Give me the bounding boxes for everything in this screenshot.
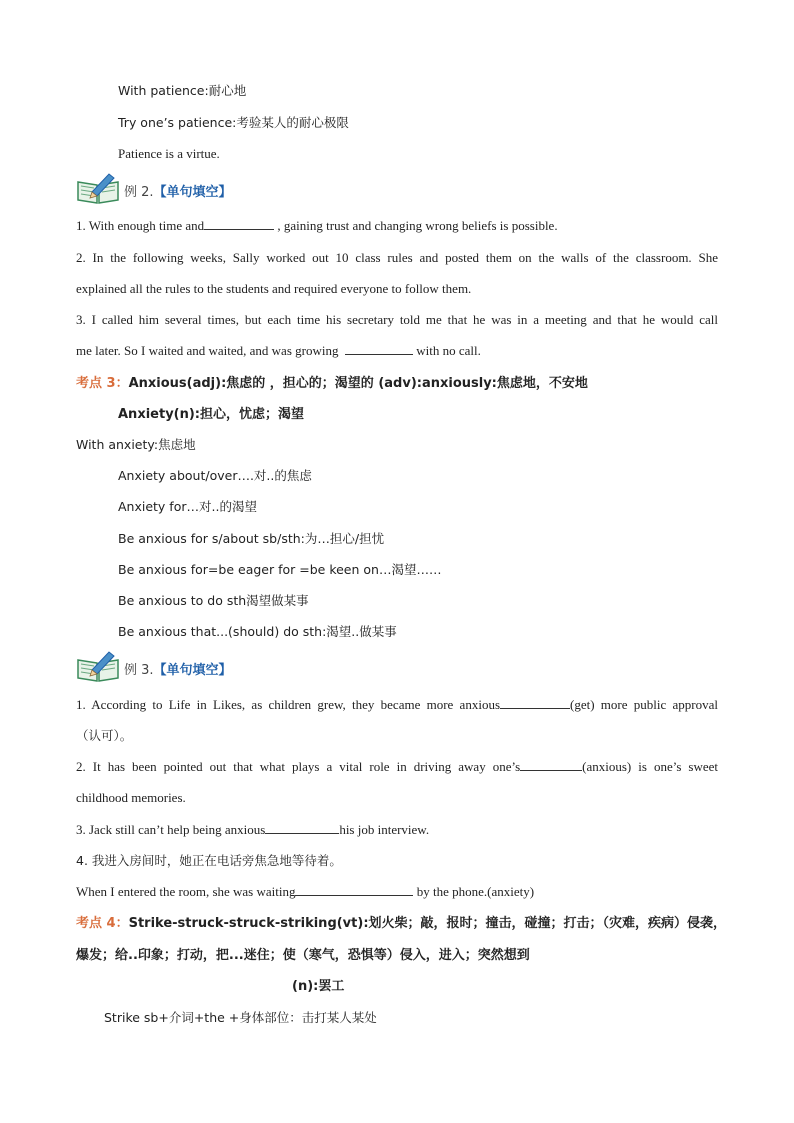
ex2-q2-line2: explained all the rules to the students and required everyone to follow them. — [76, 281, 472, 296]
patience-phrase-1: With patience:耐心地 — [118, 83, 247, 98]
answer-blank[interactable] — [204, 217, 274, 230]
ex3-q2-line2: childhood memories. — [76, 790, 186, 805]
key-point-3-line2: Anxiety(n):担心，忧虑；渴望 — [118, 407, 304, 422]
ex2-q3-line1: 3. I called him several times, but each time his secretary told me that he was in a meeting and that he would call — [76, 312, 718, 327]
ex3-q4-cn: 4. 我进入房间时，她正在电话旁焦急地等待着。 — [76, 853, 342, 868]
ex3-q2-line1: 2. It has been pointed out that what plays a vital role in driving away one’s (anxious) is one’s sweet — [76, 759, 718, 774]
example-3-tag: 【单句填空】 — [153, 662, 232, 678]
kd3-item: Be anxious for s/about sb/sth:为…担心/担忧 — [118, 531, 385, 546]
example-2-tag: 【单句填空】 — [153, 184, 232, 200]
kd3-item: Anxiety about/over….对..的焦虑 — [118, 468, 312, 483]
example-2-header — [76, 174, 232, 206]
answer-blank[interactable] — [345, 342, 413, 355]
key-point-4: 考点 4：Strike-struck-struck-striking(vt):划火柴；敲，报时；撞击，碰撞；打击；（灾难，疾病）侵袭， — [76, 916, 727, 931]
kd3-item: Anxiety for…对..的渴望 — [118, 499, 257, 514]
patience-phrase-2: Try one’s patience:考验某人的耐心极限 — [118, 115, 349, 130]
kd3-item: Be anxious to do sth渴望做某事 — [118, 593, 309, 608]
key-point-3: 考点 3：Anxious(adj):焦虑的 ，担心的；渴望的 (adv):anxiously:焦虑地，不安地 — [76, 376, 588, 391]
book-pencil-icon — [76, 172, 120, 208]
example-3-label: 例 3. — [124, 662, 154, 678]
ex3-q4-en: When I entered the room, she was waiting by the phone.(anxiety) — [76, 884, 535, 899]
answer-blank[interactable] — [500, 696, 570, 709]
ex2-q3-line2: me later. So I waited and waited, and was growing with no call. — [76, 343, 481, 358]
answer-blank[interactable] — [520, 758, 582, 771]
book-pencil-icon — [76, 650, 120, 686]
ex3-q1-line2: （认可）。 — [76, 728, 133, 743]
key-point-4-line4: Strike sb+介词+the +身体部位：击打某人某处 — [104, 1010, 377, 1025]
ex2-q1: 1. With enough time and , gaining trust and changing wrong beliefs is possible. — [76, 218, 558, 233]
kd3-item: Be anxious that...(should) do sth:渴望..做某事 — [118, 624, 397, 639]
answer-blank[interactable] — [265, 821, 339, 834]
ex2-q2-line1: 2. In the following weeks, Sally worked out 10 class rules and posted them on the walls of the classroom. She — [76, 250, 718, 265]
key-point-4-line2: 爆发；给..印象；打动，把...迷住；使（寒气，恐惧等）侵入，进入；突然想到 — [76, 948, 530, 963]
answer-blank[interactable] — [295, 883, 413, 896]
kd3-item: With anxiety:焦虑地 — [76, 437, 196, 452]
example-3-header — [76, 652, 232, 684]
example-2-label: 例 2. — [124, 184, 154, 200]
ex3-q1-line1: 1. According to Life in Likes, as children grew, they became more anxious (get) more public approval — [76, 697, 718, 712]
kd3-item: Be anxious for=be eager for =be keen on…渴望…… — [118, 562, 442, 577]
patience-phrase-3: Patience is a virtue. — [118, 146, 220, 161]
ex3-q3: 3. Jack still can’t help being anxious his job interview. — [76, 822, 430, 837]
key-point-4-line3: (n):罢工 — [292, 979, 345, 994]
